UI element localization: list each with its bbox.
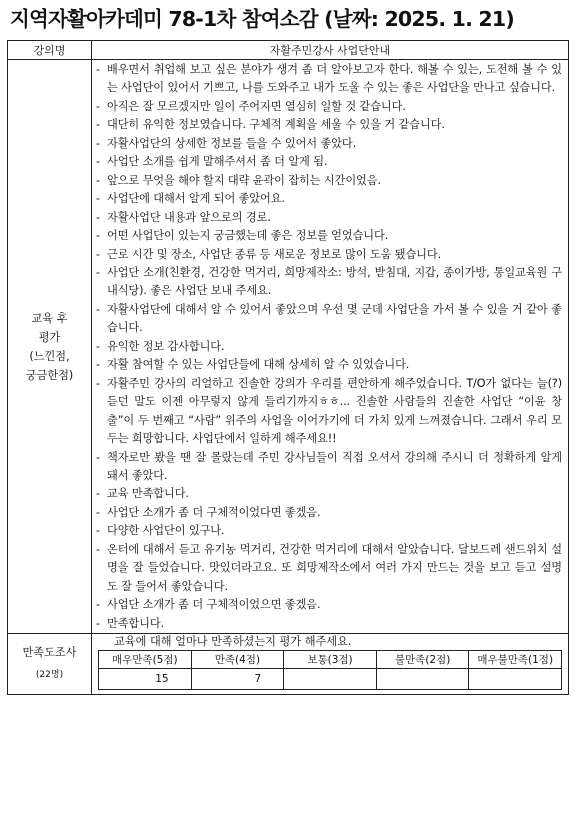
evaluation-table	[7, 40, 569, 695]
survey-label: 만족도조사 (22명)	[8, 634, 92, 695]
feedback-item: - 앞으로 무엇을 해야 할지 대략 윤곽이 잡히는 시간이었음.	[96, 172, 562, 190]
col-neutral: 보통(3점)	[284, 651, 377, 669]
value-very-dissatisfied	[469, 669, 562, 690]
feedback-item: - 사업단 소개가 좀 더 구체적이었다면 좋겠음.	[96, 504, 562, 522]
feedback-item: - 아직은 잘 모르겠지만 일이 주어지면 열심히 일할 것 같습니다.	[96, 98, 562, 116]
col-dissatisfied: 불만족(2점)	[376, 651, 469, 669]
value-dissatisfied	[376, 669, 469, 690]
feedback-item: - 유익한 정보 감사합니다.	[96, 338, 562, 356]
satisfaction-table	[98, 650, 562, 690]
survey-row	[8, 634, 569, 695]
feedback-item: - 온터에 대해서 듣고 유기농 먹거리, 건강한 먹거리에 대해서 알았습니다. 달보드레 샌드위치 설명을 잘 들었습니다. 맛있더라고요. 또 희망제작소에서 여러 가지 만드는 것을 보고 듣고 설명도 잘 들어서 좋았습니다.	[96, 541, 562, 596]
value-neutral	[284, 669, 377, 690]
section-label: 교육 후 평가 (느낀점, 궁금한점)	[8, 60, 92, 634]
feedback-item: - 사업단 소개가 좀 더 구체적이었으면 좋겠음.	[96, 596, 562, 614]
col-satisfied: 만족(4점)	[191, 651, 284, 669]
feedback-cell	[92, 60, 569, 634]
feedback-item: - 대단히 유익한 정보였습니다. 구체적 계획을 세울 수 있을 거 같습니다.	[96, 116, 562, 134]
feedback-item: - 다양한 사업단이 있구나.	[96, 522, 562, 540]
feedback-item: - 사업단 소개를 쉽게 말해주셔서 좀 더 알게 됨.	[96, 153, 562, 171]
value-very-satisfied: 15	[99, 669, 192, 690]
lecture-label: 강의명	[8, 41, 92, 60]
col-very-dissatisfied: 매우불만족(1점)	[469, 651, 562, 669]
feedback-item: - 사업단 소개(친환경, 건강한 먹거리, 희망제작소: 방석, 받침대, 지갑, 종이가방, 통일교육원 구내식당). 좋은 사업단 보내 주세요.	[96, 264, 562, 301]
col-very-satisfied: 매우만족(5점)	[99, 651, 192, 669]
page-title: 지역자활아카데미 78-1차 참여소감 (날짜: 2025. 1. 21)	[10, 7, 514, 31]
satisfaction-value-row	[99, 669, 562, 690]
feedback-item: - 자활 참여할 수 있는 사업단들에 대해 상세히 알 수 있었습니다.	[96, 356, 562, 374]
feedback-item: - 책자로만 봤을 땐 잘 몰랐는데 주민 강사님들이 직접 오셔서 강의해 주시니 더 정확하게 알게 돼서 좋았다.	[96, 449, 562, 486]
feedback-item: - 자활사업단에 대해서 알 수 있어서 좋았으며 우선 몇 군데 사업단을 가서 볼 수 있을 거 같아 좋습니다.	[96, 301, 562, 338]
header-row	[8, 41, 569, 60]
feedback-item: - 어떤 사업단이 있는지 궁금했는데 좋은 정보를 얻었습니다.	[96, 227, 562, 245]
feedback-list	[92, 60, 568, 633]
feedback-row	[8, 60, 569, 634]
feedback-item: - 배우면서 취업해 보고 싶은 분야가 생겨 좀 더 알아보고자 한다. 해볼 수 있는, 도전해 볼 수 있는 사업단이 있어서 기쁘고, 나를 도와주고 내가 도울 수 있는 좋은 사업단을 만나고 싶습니다.	[96, 61, 562, 98]
feedback-item: - 사업단에 대해서 알게 되어 좋았어요.	[96, 190, 562, 208]
feedback-item: - 만족합니다.	[96, 615, 562, 633]
satisfaction-header-row	[99, 651, 562, 669]
survey-cell	[92, 634, 569, 695]
value-satisfied: 7	[191, 669, 284, 690]
respondent-count: (22명)	[35, 670, 64, 681]
feedback-item: - 근로 시간 및 장소, 사업단 종류 등 새로운 정보로 많이 도움 됐습니다.	[96, 246, 562, 264]
feedback-item: - 자활주민 강사의 리얼하고 진솔한 강의가 우리를 편안하게 해주었습니다. T/O가 없다는 늘(?) 듣던 말도 이젠 아무렇지 않게 들리기까지ㅎㅎ... 진솔한 사람들의 진솔한 사업단 “이윤 창출”이 두 번째고 “사람” 위주의 사업을 이어가기에 더 가치 있게 느껴졌습니다. 그래서 우리 모두는 희망합니다. 사업단에서 일하게 해주세요!!	[96, 375, 562, 449]
feedback-item: - 자활사업단 내용과 앞으로의 경로.	[96, 209, 562, 227]
survey-question: 교육에 대해 얼마나 만족하셨는지 평가 해주세요.	[114, 635, 352, 649]
feedback-item: - 자활사업단의 상세한 정보를 들을 수 있어서 좋았다.	[96, 135, 562, 153]
feedback-item: - 교육 만족합니다.	[96, 485, 562, 503]
lecture-name: 자활주민강사 사업단안내	[92, 41, 569, 60]
